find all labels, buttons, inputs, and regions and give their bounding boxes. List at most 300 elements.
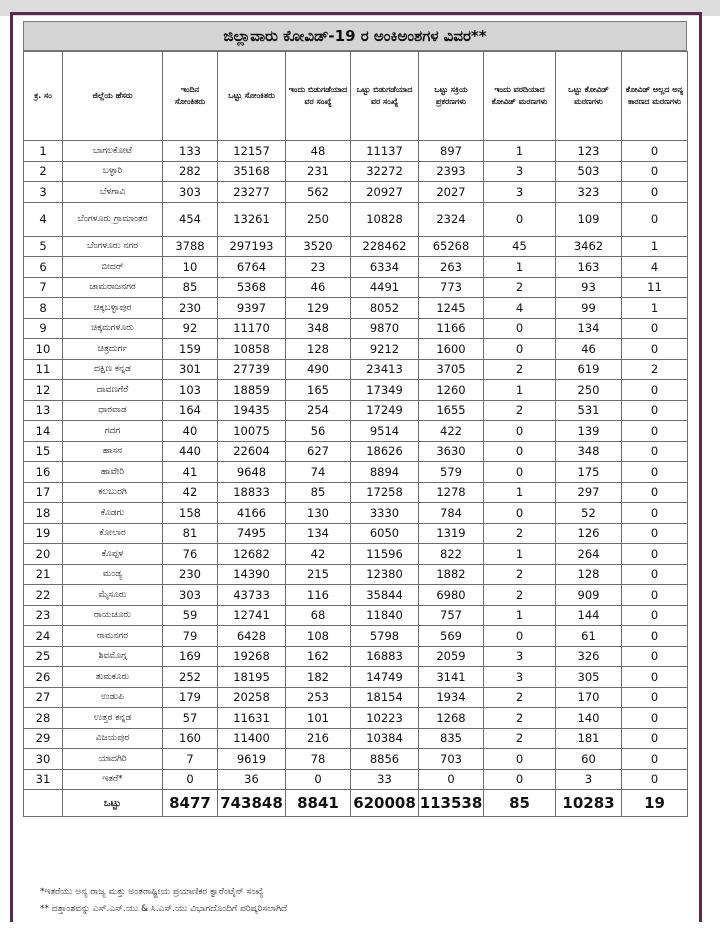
table-row <box>24 708 688 729</box>
serial-cell: 28 <box>24 708 63 729</box>
district-name-cell: ಬಳ್ಳಾರಿ <box>63 161 163 182</box>
district-name-cell: ಕೋಲಾರ <box>63 523 163 544</box>
serial-cell: 1 <box>24 141 63 162</box>
serial-cell: 16 <box>24 462 63 483</box>
district-name-cell: ಗದಗ <box>63 421 163 442</box>
value-cell: 158 <box>163 503 218 524</box>
value-cell: 0 <box>622 708 688 729</box>
value-cell: 5798 <box>351 626 419 647</box>
serial-cell: 4 <box>24 202 63 236</box>
serial-cell: 5 <box>24 236 63 257</box>
value-cell: 0 <box>622 749 688 770</box>
value-cell: 0 <box>484 769 556 790</box>
serial-cell: 26 <box>24 667 63 688</box>
value-cell: 60 <box>556 749 622 770</box>
value-cell: 2 <box>484 523 556 544</box>
value-cell: 18859 <box>218 380 286 401</box>
value-cell: 20927 <box>351 182 419 203</box>
value-cell: 10 <box>163 257 218 278</box>
value-cell: 11631 <box>218 708 286 729</box>
value-cell: 1934 <box>419 687 484 708</box>
serial-cell: 24 <box>24 626 63 647</box>
value-cell: 3 <box>556 769 622 790</box>
district-name-cell: ಇತರೆ* <box>63 769 163 790</box>
value-cell: 0 <box>622 769 688 790</box>
value-cell: 57 <box>163 708 218 729</box>
value-cell: 0 <box>622 421 688 442</box>
district-name-cell: ಧಾರವಾಡ <box>63 400 163 421</box>
value-cell: 164 <box>163 400 218 421</box>
value-cell: 0 <box>622 687 688 708</box>
table-row <box>24 202 688 236</box>
value-cell: 20258 <box>218 687 286 708</box>
value-cell: 0 <box>622 339 688 360</box>
value-cell: 9648 <box>218 462 286 483</box>
value-cell: 0 <box>622 482 688 503</box>
district-name-cell: ಉತ್ತರ ಕನ್ನಡ <box>63 708 163 729</box>
value-cell: 11840 <box>351 605 419 626</box>
value-cell: 282 <box>163 161 218 182</box>
table-row <box>24 380 688 401</box>
value-cell: 101 <box>286 708 351 729</box>
value-cell: 165 <box>286 380 351 401</box>
footnote-data-source: ** ದತ್ತಾಂಶವನ್ನು ಎಸ್.ಎಸ್.ಯು & ಸಿ.ಎಸ್.ಯು ವಿಭಾಗದೊಂದಿಗೆ ಪರಿಷ್ಕರಿಸಲಾಗಿದೆ <box>40 904 288 914</box>
value-cell: 140 <box>556 708 622 729</box>
value-cell: 301 <box>163 359 218 380</box>
table-row <box>24 161 688 182</box>
value-cell: 46 <box>286 277 351 298</box>
value-cell: 228462 <box>351 236 419 257</box>
serial-cell: 7 <box>24 277 63 298</box>
value-cell: 0 <box>163 769 218 790</box>
table-row <box>24 400 688 421</box>
value-cell: 18626 <box>351 441 419 462</box>
value-cell: 3705 <box>419 359 484 380</box>
value-cell: 0 <box>484 462 556 483</box>
table-row <box>24 749 688 770</box>
value-cell: 773 <box>419 277 484 298</box>
value-cell: 1 <box>484 380 556 401</box>
value-cell: 6980 <box>419 585 484 606</box>
serial-cell: 12 <box>24 380 63 401</box>
table-row <box>24 339 688 360</box>
value-cell: 40 <box>163 421 218 442</box>
value-cell: 85 <box>163 277 218 298</box>
district-name-cell: ಚಿಕ್ಕಮಗಳೂರು <box>63 318 163 339</box>
value-cell: 231 <box>286 161 351 182</box>
value-cell: 2 <box>484 564 556 585</box>
value-cell: 93 <box>556 277 622 298</box>
value-cell: 33 <box>351 769 419 790</box>
value-cell: 134 <box>556 318 622 339</box>
value-cell: 160 <box>163 728 218 749</box>
value-cell: 503 <box>556 161 622 182</box>
totals-cell: 85 <box>484 790 556 817</box>
district-name-cell: ಮೈಸೂರು <box>63 585 163 606</box>
value-cell: 16883 <box>351 646 419 667</box>
district-name-cell: ಯಾದಗಿರಿ <box>63 749 163 770</box>
value-cell: 0 <box>622 318 688 339</box>
value-cell: 1 <box>622 236 688 257</box>
value-cell: 440 <box>163 441 218 462</box>
value-cell: 23 <box>286 257 351 278</box>
district-name-cell: ಬೆಳಗಾವಿ <box>63 182 163 203</box>
value-cell: 0 <box>622 544 688 565</box>
serial-cell: 18 <box>24 503 63 524</box>
district-name-cell: ಉಡುಪಿ <box>63 687 163 708</box>
value-cell: 9619 <box>218 749 286 770</box>
value-cell: 2 <box>484 708 556 729</box>
value-cell: 22604 <box>218 441 286 462</box>
value-cell: 179 <box>163 687 218 708</box>
value-cell: 68 <box>286 605 351 626</box>
value-cell: 757 <box>419 605 484 626</box>
value-cell: 562 <box>286 182 351 203</box>
value-cell: 10223 <box>351 708 419 729</box>
value-cell: 0 <box>484 626 556 647</box>
table-row <box>24 646 688 667</box>
value-cell: 822 <box>419 544 484 565</box>
value-cell: 2393 <box>419 161 484 182</box>
table-row <box>24 564 688 585</box>
value-cell: 9397 <box>218 298 286 319</box>
serial-cell: 6 <box>24 257 63 278</box>
district-name-cell: ಕಲಬುರಗಿ <box>63 482 163 503</box>
value-cell: 627 <box>286 441 351 462</box>
header-today-discharged: ಇಂದು ಬಿಡುಗಡೆಯಾದ ವರ ಸಂಖ್ಯೆ <box>286 52 351 141</box>
table-row <box>24 441 688 462</box>
value-cell: 10384 <box>351 728 419 749</box>
value-cell: 303 <box>163 182 218 203</box>
value-cell: 32272 <box>351 161 419 182</box>
value-cell: 4 <box>484 298 556 319</box>
header-active-cases: ಒಟ್ಟು ಸಕ್ರಿಯ ಪ್ರಕರಣಗಳು <box>419 52 484 141</box>
value-cell: 619 <box>556 359 622 380</box>
value-cell: 108 <box>286 626 351 647</box>
value-cell: 0 <box>622 605 688 626</box>
district-name-cell: ರಾಯಚೂರು <box>63 605 163 626</box>
value-cell: 3630 <box>419 441 484 462</box>
value-cell: 46 <box>556 339 622 360</box>
value-cell: 35844 <box>351 585 419 606</box>
value-cell: 1882 <box>419 564 484 585</box>
value-cell: 59 <box>163 605 218 626</box>
value-cell: 43733 <box>218 585 286 606</box>
value-cell: 8856 <box>351 749 419 770</box>
value-cell: 42 <box>163 482 218 503</box>
value-cell: 0 <box>622 380 688 401</box>
value-cell: 2059 <box>419 646 484 667</box>
value-cell: 0 <box>622 523 688 544</box>
value-cell: 0 <box>622 503 688 524</box>
district-name-cell: ಕೊಪ್ಪಳ <box>63 544 163 565</box>
value-cell: 422 <box>419 421 484 442</box>
value-cell: 126 <box>556 523 622 544</box>
table-row <box>24 605 688 626</box>
value-cell: 215 <box>286 564 351 585</box>
value-cell: 123 <box>556 141 622 162</box>
serial-cell: 3 <box>24 182 63 203</box>
value-cell: 1319 <box>419 523 484 544</box>
serial-cell: 2 <box>24 161 63 182</box>
serial-cell: 21 <box>24 564 63 585</box>
totals-cell: 113538 <box>419 790 484 817</box>
table-row <box>24 277 688 298</box>
district-name-cell: ಬೆಂಗಳೂರು ಗ್ರಾಮಾಂತರ <box>63 202 163 236</box>
value-cell: 0 <box>622 728 688 749</box>
district-name-cell: ದಕ್ಷಿಣ ಕನ್ನಡ <box>63 359 163 380</box>
serial-cell: 15 <box>24 441 63 462</box>
header-total-discharged: ಒಟ್ಟು ಬಿಡುಗಡೆಯಾದ ವರ ಸಂಖ್ಯೆ <box>351 52 419 141</box>
value-cell: 490 <box>286 359 351 380</box>
value-cell: 11400 <box>218 728 286 749</box>
value-cell: 18195 <box>218 667 286 688</box>
value-cell: 18833 <box>218 482 286 503</box>
serial-cell: 11 <box>24 359 63 380</box>
value-cell: 78 <box>286 749 351 770</box>
totals-cell: 620008 <box>351 790 419 817</box>
value-cell: 3141 <box>419 667 484 688</box>
table-row <box>24 728 688 749</box>
value-cell: 8052 <box>351 298 419 319</box>
value-cell: 12380 <box>351 564 419 585</box>
value-cell: 17349 <box>351 380 419 401</box>
value-cell: 109 <box>556 202 622 236</box>
value-cell: 1600 <box>419 339 484 360</box>
value-cell: 2027 <box>419 182 484 203</box>
value-cell: 42 <box>286 544 351 565</box>
value-cell: 18154 <box>351 687 419 708</box>
value-cell: 1 <box>484 605 556 626</box>
value-cell: 1 <box>622 298 688 319</box>
value-cell: 0 <box>484 339 556 360</box>
value-cell: 0 <box>419 769 484 790</box>
value-cell: 76 <box>163 544 218 565</box>
value-cell: 79 <box>163 626 218 647</box>
value-cell: 133 <box>163 141 218 162</box>
district-name-cell: ಮಂಡ್ಯ <box>63 564 163 585</box>
value-cell: 6050 <box>351 523 419 544</box>
header-row <box>24 52 688 141</box>
totals-cell-blank <box>24 790 63 817</box>
value-cell: 216 <box>286 728 351 749</box>
district-name-cell: ಚಿಕ್ಕಬಳ್ಳಾಪುರ <box>63 298 163 319</box>
value-cell: 250 <box>556 380 622 401</box>
header-district-name: ಜಿಲ್ಲೆಯ ಹೆಸರು <box>63 52 163 141</box>
value-cell: 305 <box>556 667 622 688</box>
value-cell: 323 <box>556 182 622 203</box>
table-row <box>24 687 688 708</box>
value-cell: 326 <box>556 646 622 667</box>
value-cell: 2 <box>622 359 688 380</box>
value-cell: 454 <box>163 202 218 236</box>
table-row <box>24 626 688 647</box>
value-cell: 52 <box>556 503 622 524</box>
value-cell: 6428 <box>218 626 286 647</box>
district-name-cell: ದಾವಣಗೆರೆ <box>63 380 163 401</box>
value-cell: 9870 <box>351 318 419 339</box>
table-row <box>24 421 688 442</box>
district-name-cell: ಬೆಂಗಳೂರು ನಗರ <box>63 236 163 257</box>
value-cell: 81 <box>163 523 218 544</box>
table-title: ಜಿಲ್ಲಾವಾರು ಕೋವಿಡ್-19 ರ ಅಂಕಿಅಂಶಗಳ ವಿವರ** <box>23 21 687 51</box>
value-cell: 0 <box>622 182 688 203</box>
value-cell: 170 <box>556 687 622 708</box>
table-row <box>24 769 688 790</box>
table-row <box>24 482 688 503</box>
header-total-deaths: ಒಟ್ಟು ಕೋವಿಡ್ ಮರಣಗಳು <box>556 52 622 141</box>
serial-cell: 27 <box>24 687 63 708</box>
value-cell: 531 <box>556 400 622 421</box>
value-cell: 10075 <box>218 421 286 442</box>
value-cell: 11137 <box>351 141 419 162</box>
value-cell: 2 <box>484 585 556 606</box>
value-cell: 10858 <box>218 339 286 360</box>
value-cell: 579 <box>419 462 484 483</box>
value-cell: 348 <box>556 441 622 462</box>
value-cell: 1 <box>484 257 556 278</box>
value-cell: 5368 <box>218 277 286 298</box>
value-cell: 2 <box>484 400 556 421</box>
header-total-infected: ಒಟ್ಟು ಸೋಂಕಿತರು <box>218 52 286 141</box>
value-cell: 11170 <box>218 318 286 339</box>
district-name-cell: ರಾಮನಗರ <box>63 626 163 647</box>
header-today-deaths: ಇಂದು ವರದಿಯಾದ ಕೋವಿಡ್ ಮರಣಗಳು <box>484 52 556 141</box>
value-cell: 0 <box>622 141 688 162</box>
value-cell: 348 <box>286 318 351 339</box>
serial-cell: 19 <box>24 523 63 544</box>
serial-cell: 10 <box>24 339 63 360</box>
value-cell: 0 <box>484 421 556 442</box>
value-cell: 65268 <box>419 236 484 257</box>
value-cell: 297193 <box>218 236 286 257</box>
value-cell: 23413 <box>351 359 419 380</box>
district-name-cell: ಶಿವಮೊಗ್ಗ <box>63 646 163 667</box>
value-cell: 1260 <box>419 380 484 401</box>
value-cell: 6334 <box>351 257 419 278</box>
value-cell: 784 <box>419 503 484 524</box>
value-cell: 263 <box>419 257 484 278</box>
footnote-other: *ಇತರೆಯು ಅನ್ಯ ರಾಜ್ಯ ಮತ್ತು ಅಂತರಾಷ್ಟ್ರೀಯ ಪ್ರಯಾಣಿಕರ ಕ್ವಾರೆಂಟೈನ್ ಸಂಖ್ಯೆ <box>40 887 264 897</box>
district-name-cell: ಬಾಗಲಕೋಟೆ <box>63 141 163 162</box>
value-cell: 1 <box>484 482 556 503</box>
value-cell: 129 <box>286 298 351 319</box>
totals-cell: 743848 <box>218 790 286 817</box>
value-cell: 12741 <box>218 605 286 626</box>
serial-cell: 13 <box>24 400 63 421</box>
value-cell: 85 <box>286 482 351 503</box>
value-cell: 144 <box>556 605 622 626</box>
value-cell: 27739 <box>218 359 286 380</box>
value-cell: 0 <box>622 626 688 647</box>
value-cell: 2 <box>484 359 556 380</box>
serial-cell: 30 <box>24 749 63 770</box>
value-cell: 9212 <box>351 339 419 360</box>
serial-cell: 8 <box>24 298 63 319</box>
value-cell: 250 <box>286 202 351 236</box>
value-cell: 139 <box>556 421 622 442</box>
district-name-cell: ವಿಜಯಪುರ <box>63 728 163 749</box>
value-cell: 13261 <box>218 202 286 236</box>
value-cell: 230 <box>163 298 218 319</box>
table-row <box>24 462 688 483</box>
table-row <box>24 503 688 524</box>
table-row <box>24 182 688 203</box>
totals-cell: 10283 <box>556 790 622 817</box>
district-name-cell: ಬೀದರ್ <box>63 257 163 278</box>
value-cell: 36 <box>218 769 286 790</box>
value-cell: 0 <box>622 441 688 462</box>
value-cell: 35168 <box>218 161 286 182</box>
value-cell: 0 <box>484 441 556 462</box>
value-cell: 11596 <box>351 544 419 565</box>
value-cell: 56 <box>286 421 351 442</box>
value-cell: 19435 <box>218 400 286 421</box>
value-cell: 0 <box>622 400 688 421</box>
value-cell: 61 <box>556 626 622 647</box>
value-cell: 897 <box>419 141 484 162</box>
value-cell: 0 <box>622 564 688 585</box>
value-cell: 7495 <box>218 523 286 544</box>
totals-row <box>24 790 688 817</box>
value-cell: 252 <box>163 667 218 688</box>
value-cell: 14390 <box>218 564 286 585</box>
value-cell: 3462 <box>556 236 622 257</box>
value-cell: 23277 <box>218 182 286 203</box>
value-cell: 182 <box>286 667 351 688</box>
table-row <box>24 667 688 688</box>
value-cell: 134 <box>286 523 351 544</box>
district-name-cell: ತುಮಕೂರು <box>63 667 163 688</box>
value-cell: 2 <box>484 728 556 749</box>
value-cell: 4 <box>622 257 688 278</box>
value-cell: 116 <box>286 585 351 606</box>
value-cell: 10828 <box>351 202 419 236</box>
value-cell: 0 <box>622 462 688 483</box>
table-row <box>24 257 688 278</box>
table-row <box>24 523 688 544</box>
value-cell: 17249 <box>351 400 419 421</box>
value-cell: 2 <box>484 687 556 708</box>
value-cell: 169 <box>163 646 218 667</box>
value-cell: 0 <box>484 503 556 524</box>
value-cell: 1245 <box>419 298 484 319</box>
value-cell: 703 <box>419 749 484 770</box>
header-serial-no: ಕ್ರ. ಸಂ <box>24 52 63 141</box>
value-cell: 3 <box>484 161 556 182</box>
value-cell: 11 <box>622 277 688 298</box>
serial-cell: 29 <box>24 728 63 749</box>
value-cell: 14749 <box>351 667 419 688</box>
totals-cell: 19 <box>622 790 688 817</box>
district-name-cell: ಕೊಡಗು <box>63 503 163 524</box>
value-cell: 2324 <box>419 202 484 236</box>
value-cell: 103 <box>163 380 218 401</box>
value-cell: 92 <box>163 318 218 339</box>
table-body <box>24 141 688 790</box>
serial-cell: 20 <box>24 544 63 565</box>
value-cell: 128 <box>556 564 622 585</box>
value-cell: 1 <box>484 141 556 162</box>
value-cell: 0 <box>622 667 688 688</box>
district-name-cell: ಚಾಮರಾಜನಗರ <box>63 277 163 298</box>
value-cell: 7 <box>163 749 218 770</box>
serial-cell: 22 <box>24 585 63 606</box>
value-cell: 254 <box>286 400 351 421</box>
table-row <box>24 141 688 162</box>
value-cell: 253 <box>286 687 351 708</box>
table-row <box>24 236 688 257</box>
